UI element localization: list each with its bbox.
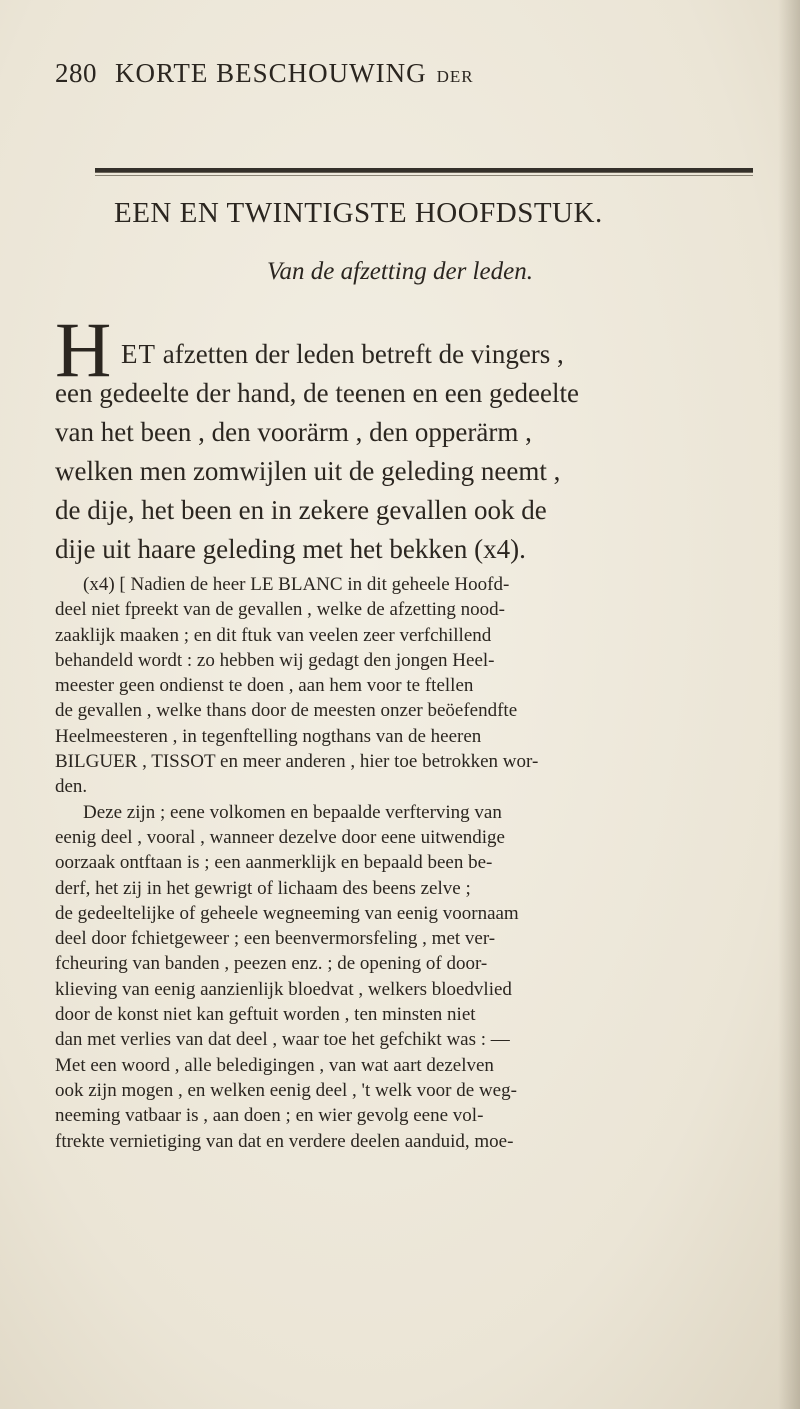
text-line: afzetten der leden betreft de vingers , [162,339,564,369]
footnote-line: BILGUER , TISSOT en meer anderen , hier toe betrokken wor- [55,751,539,773]
footnote-line: neeming vatbaar is , aan doen ; en wier gevolg eene vol- [55,1105,484,1127]
footnote-line: dan met verlies van dat deel , waar toe het gefchikt was : — [55,1029,510,1051]
main-paragraph [55,306,790,569]
text-line: welken men zomwijlen uit de geleding neemt , [55,456,561,486]
text-line: een gedeelte der hand, de teenen en een gedeelte [55,378,579,408]
text-line: van het been , den voorärm , den opperärm , [55,417,532,447]
footnote-line: oorzaak ontftaan is ; een aanmerklijk en bepaald been be- [55,852,493,874]
footnote-line: (x4) [ Nadien de heer LE BLANC in dit geheele Hoofd- [83,574,510,595]
footnote-line: ftrekte vernietiging van dat en verdere deelen aanduid, moe- [55,1130,514,1152]
footnote-line: derf, het zij in het gewrigt of lichaam des beens zelve ; [55,877,471,899]
text-line: dije uit haare geleding met het bekken (x4). [55,534,526,564]
footnote [55,572,790,1154]
footnote-line: fcheuring van banden , peezen enz. ; de opening of door- [55,953,488,975]
footnote-line: ook zijn mogen , en welken eenig deel , 't welk voor de weg- [55,1079,517,1101]
first-word-rest: ET [121,339,156,369]
running-head [55,58,475,89]
footnote-line: zaaklijk maaken ; en dit ftuk van veelen zeer verfchillend [55,624,492,646]
footnote-line: door de konst niet kan geftuit worden , ten minsten niet [55,1004,476,1026]
footnote-line: deel door fchietgeweer ; een beenvermorsfeling , met ver- [55,928,496,950]
footnote-line: de gevallen , welke thans door de meesten onzer beöefendfte [55,700,518,722]
footnote-line: meester geen ondienst te doen , aan hem voor te ftellen [55,675,474,697]
footnote-line: deel niet fpreekt van de gevallen , welke de afzetting nood- [55,599,505,621]
drop-cap: H [55,306,112,393]
header-rule-thin [95,175,753,176]
footnote-line: de gedeeltelijke of geheele wegneeming van eenig voornaam [55,902,519,924]
footnote-line: den. [55,776,88,798]
chapter-title: EEN EN TWINTIGSTE HOOFDSTUK. [114,197,603,229]
footnote-line: Heelmeesteren , in tegenftelling nogthans van de heeren [55,725,482,747]
page-number: 280 [55,58,97,88]
text-line: de dije, het been en in zekere gevallen ook de [55,495,547,525]
footnote-line: eenig deel , vooral , wanneer dezelve door eene uitwendige [55,826,505,848]
footnote-line: behandeld wordt : zo hebben wij gedagt den jongen Heel- [55,649,495,671]
footnote-line: Deze zijn ; eene volkomen en bepaalde verfterving van [83,801,502,823]
running-title: KORTE BESCHOUWING [115,58,427,88]
header-rule [95,168,753,173]
footnote-line: klieving van eenig aanzienlijk bloedvat , welkers bloedvlied [55,978,512,1000]
running-title-tail: DER [436,67,474,86]
footnote-line: Met een woord , alle beledigingen , van wat aart dezelven [55,1054,494,1076]
chapter-subtitle: Van de afzetting der leden. [267,258,533,285]
